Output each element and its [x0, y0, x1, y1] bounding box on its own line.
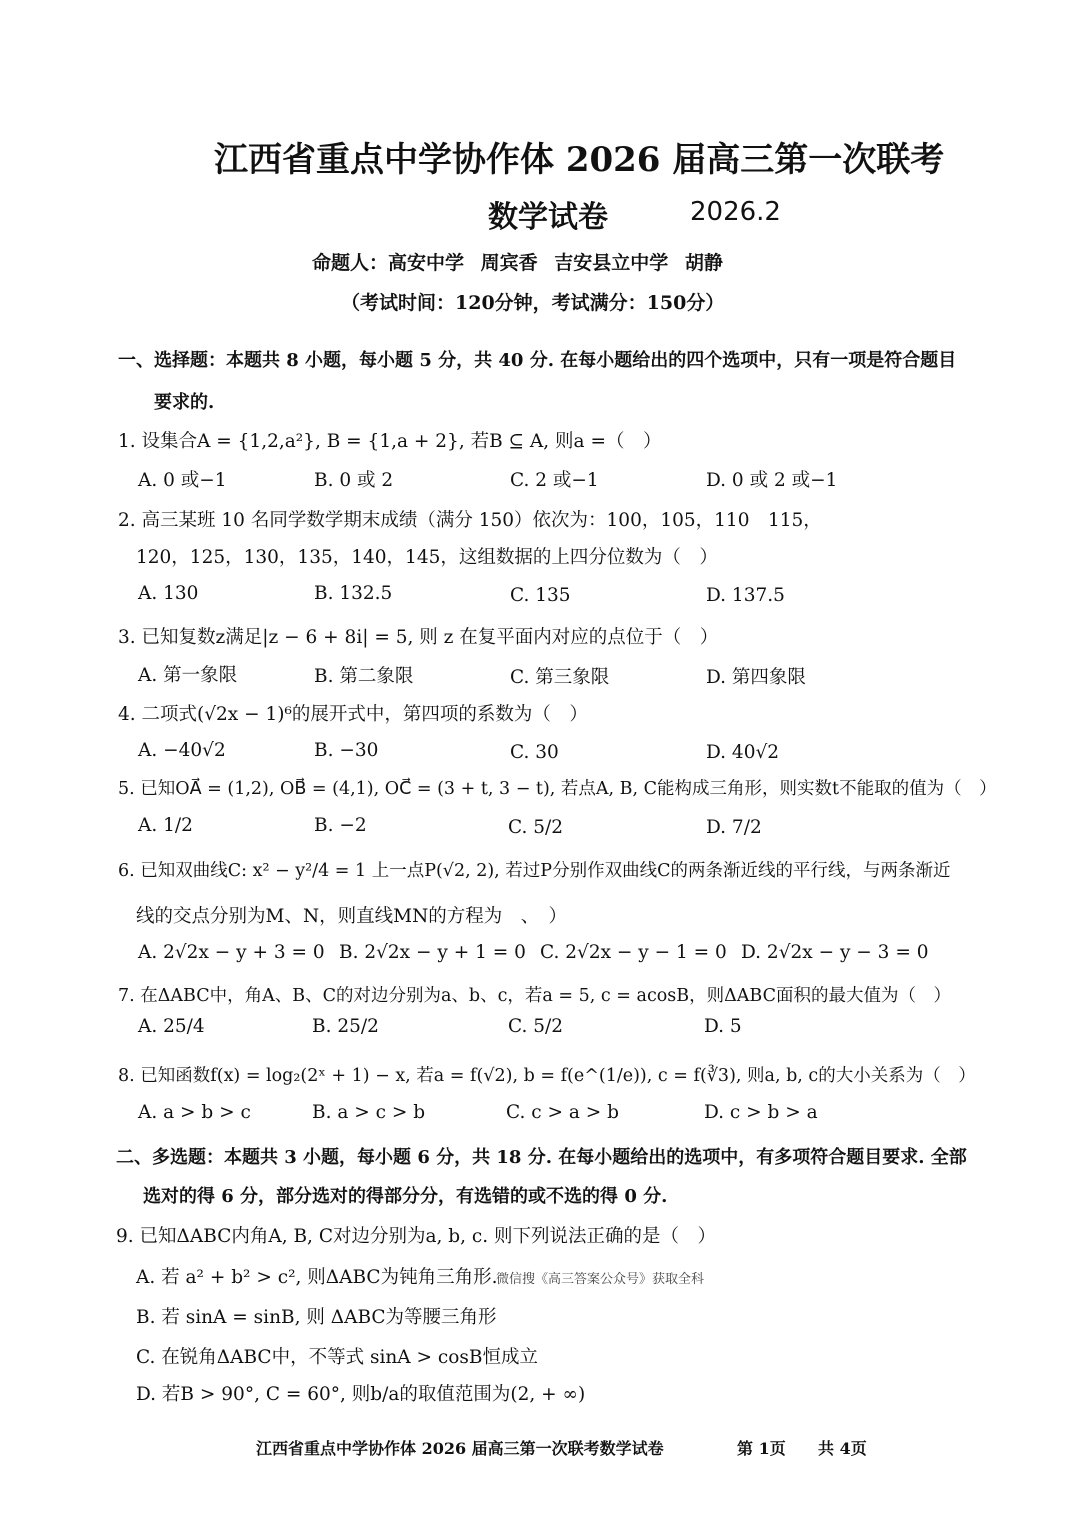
question-8-option-a: A. a > b > c: [138, 1102, 251, 1123]
footer-page-number: 第 1页: [737, 1439, 786, 1458]
question-2-option-d: D. 137.5: [706, 585, 785, 606]
question-6-option-a: A. 2√2x − y + 3 = 0: [138, 942, 325, 963]
question-3-option-b: B. 第二象限: [314, 666, 414, 687]
question-9-option-c: C. 在锐角ΔABC中，不等式 sinA > cosB恒成立: [136, 1347, 538, 1368]
question-7-option-b: B. 25/2: [312, 1016, 379, 1037]
question-1-option-a: A. 0 或−1: [138, 470, 227, 491]
exam-date: 2026.2: [690, 197, 781, 227]
section2-heading-cont: 选对的得 6 分，部分选对的得部分分，有选错的或不选的得 0 分.: [143, 1186, 668, 1207]
question-3-stem: 3. 已知复数z满足|z − 6 + 8i| = 5, 则 z 在复平面内对应的点位于（ ）: [118, 627, 719, 648]
question-8-option-b: B. a > c > b: [312, 1102, 426, 1123]
question-2-stem: 2. 高三某班 10 名同学数学期末成绩（满分 150）依次为：100，105，110 115，: [118, 510, 822, 531]
question-5-option-b: B. −2: [314, 815, 367, 836]
question-7-stem: 7. 在ΔABC中，角A、B、C的对边分别为a、b、c，若a = 5, c = acosB，则ΔABC面积的最大值为（ ）: [118, 986, 951, 1006]
question-9-option-a: A. 若 a² + b² > c², 则ΔABC为钝角三角形.: [136, 1267, 498, 1288]
question-7-option-d: D. 5: [704, 1016, 742, 1037]
question-6-stem-cont: 线的交点分别为M、N，则直线MN的方程为 、 ）: [136, 906, 568, 927]
question-9-option-b: B. 若 sinA = sinB, 则 ΔABC为等腰三角形: [136, 1307, 497, 1328]
question-7-option-a: A. 25/4: [138, 1016, 205, 1037]
question-3-option-a: A. 第一象限: [138, 665, 238, 686]
question-4-option-b: B. −30: [314, 740, 379, 761]
question-4-option-a: A. −40√2: [138, 740, 226, 761]
question-9-option-d: D. 若B > 90°, C = 60°, 则b/a的取值范围为(2, + ∞): [136, 1384, 586, 1405]
question-2-option-c: C. 135: [510, 585, 571, 606]
exam-info: （考试时间：120分钟，考试满分：150分）: [341, 292, 725, 314]
question-6-stem: 6. 已知双曲线C: x² − y²/4 = 1 上一点P(√2, 2), 若过P分别作双曲线C的两条渐近线的平行线，与两条渐近: [118, 861, 951, 881]
question-5-stem: 5. 已知OA⃗ = (1,2), OB⃗ = (4,1), OC⃗ = (3 + t, 3 − t), 若点A, B, C能构成三角形，则实数t不能取的值为（ ）: [118, 779, 997, 799]
question-8-stem: 8. 已知函数f(x) = log₂(2ˣ + 1) − x, 若a = f(√2), b = f(e^(1/e)), c = f(∛3), 则a, b, c的大小关系为（ ）: [118, 1066, 976, 1086]
question-3-option-d: D. 第四象限: [706, 667, 806, 688]
question-5-option-d: D. 7/2: [706, 817, 762, 838]
question-6-option-c: C. 2√2x − y − 1 = 0: [540, 942, 727, 963]
section2-heading: 二、多选题：本题共 3 小题，每小题 6 分，共 18 分. 在每小题给出的选项中，有多项符合题目要求. 全部: [116, 1147, 967, 1168]
question-4-stem: 4. 二项式(√2x − 1)⁶的展开式中，第四项的系数为（ ）: [118, 704, 588, 725]
watermark-text: 微信搜《高三答案公众号》获取全科: [496, 1272, 705, 1287]
question-5-option-c: C. 5/2: [508, 817, 564, 838]
exam-title: 江西省重点中学协作体 2026 届高三第一次联考: [214, 140, 945, 180]
question-8-option-d: D. c > b > a: [704, 1102, 818, 1123]
exam-authors: 命题人：高安中学 周宾香 吉安县立中学 胡静: [312, 252, 723, 274]
question-8-option-c: C. c > a > b: [506, 1102, 620, 1123]
question-9-stem: 9. 已知ΔABC内角A, B, C对边分别为a, b, c. 则下列说法正确的是（ ）: [116, 1226, 716, 1247]
question-1-option-b: B. 0 或 2: [314, 470, 394, 491]
question-1-option-d: D. 0 或 2 或−1: [706, 470, 838, 491]
section1-heading: 一、选择题：本题共 8 小题，每小题 5 分，共 40 分. 在每小题给出的四个选项中，只有一项是符合题目: [118, 350, 957, 371]
question-5-option-a: A. 1/2: [138, 815, 193, 836]
footer-title: 江西省重点中学协作体 2026 届高三第一次联考数学试卷: [256, 1439, 664, 1458]
question-3-option-c: C. 第三象限: [510, 667, 610, 688]
section1-heading-cont: 要求的.: [154, 392, 215, 413]
question-4-option-d: D. 40√2: [706, 742, 780, 763]
question-1-stem: 1. 设集合A = {1,2,a²}, B = {1,a + 2}, 若B ⊆ A, 则a =（ ）: [118, 431, 662, 452]
question-4-option-c: C. 30: [510, 742, 559, 763]
question-7-option-c: C. 5/2: [508, 1016, 564, 1037]
question-2-option-b: B. 132.5: [314, 583, 393, 604]
question-1-option-c: C. 2 或−1: [510, 470, 599, 491]
footer-total-pages: 共 4页: [818, 1439, 867, 1458]
exam-subtitle: 数学试卷: [488, 200, 608, 235]
question-6-option-d: D. 2√2x − y − 3 = 0: [741, 942, 929, 963]
question-2-stem-cont: 120，125，130，135，140，145，这组数据的上四分位数为（ ）: [136, 547, 718, 568]
question-2-option-a: A. 130: [138, 583, 199, 604]
question-6-option-b: B. 2√2x − y + 1 = 0: [339, 942, 526, 963]
